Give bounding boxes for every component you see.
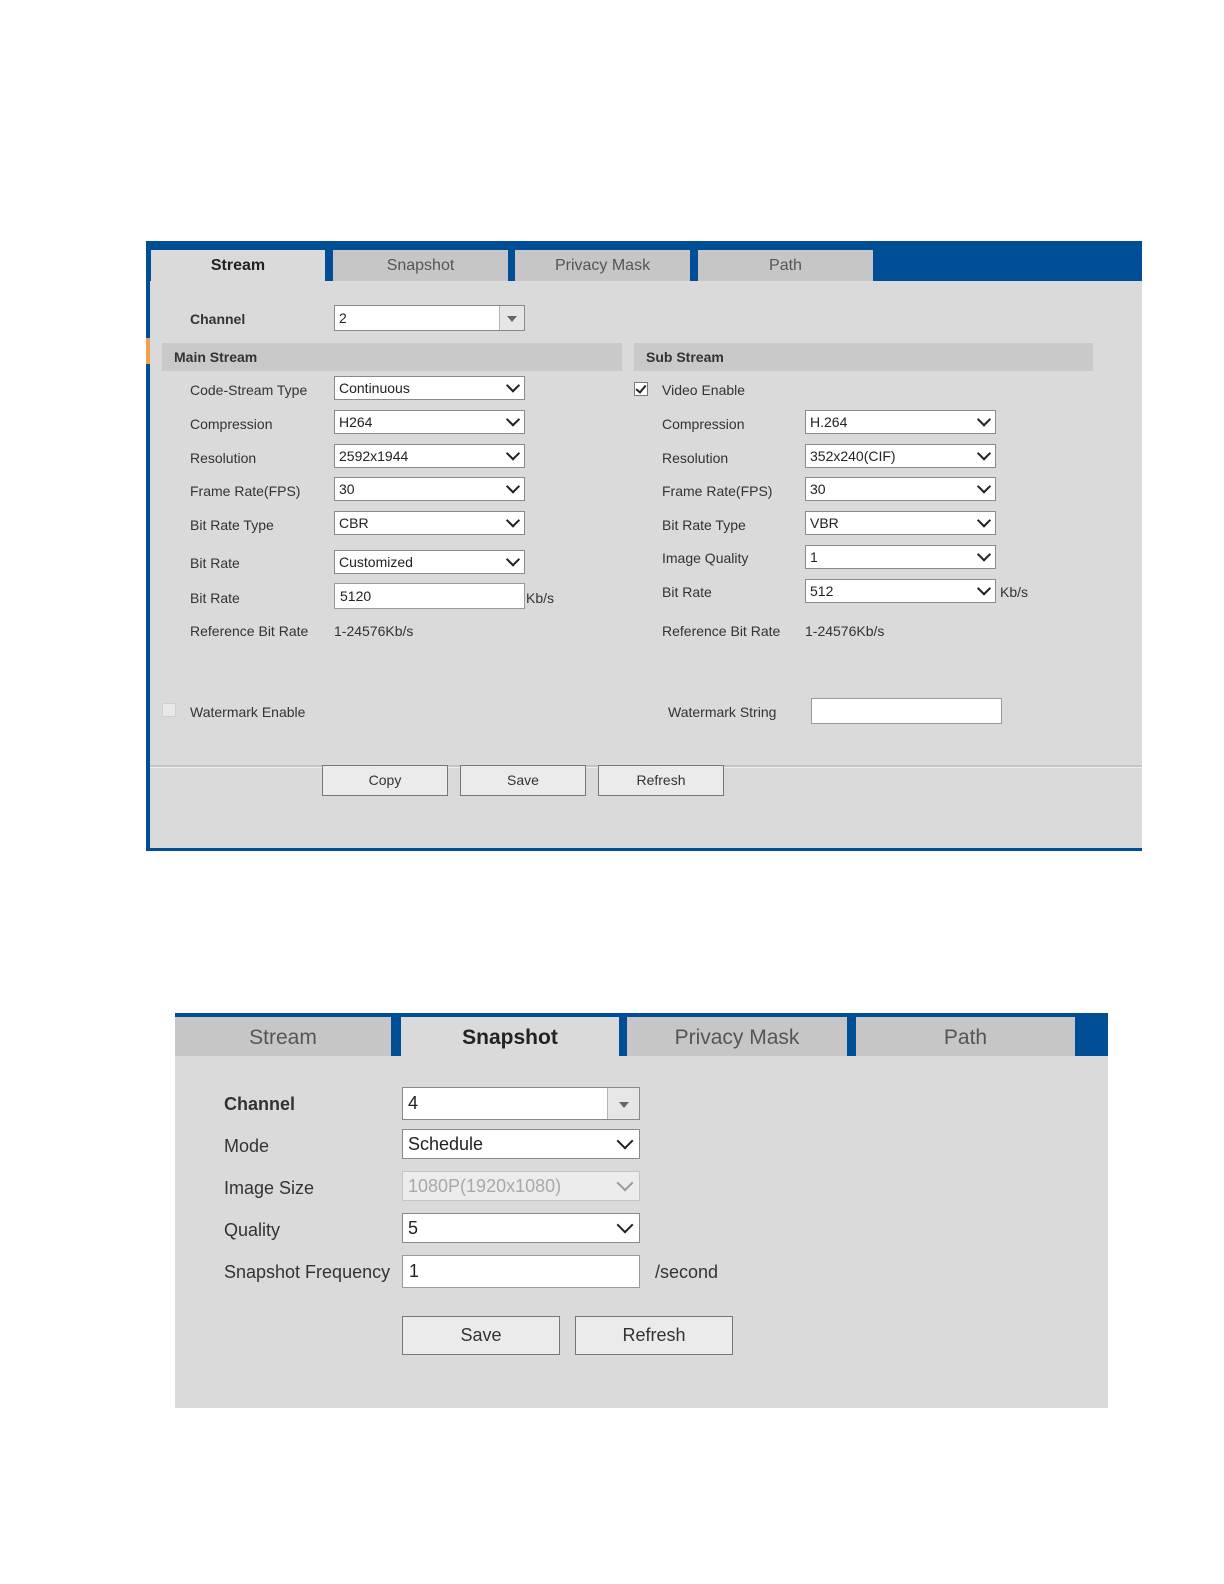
watermark-enable-checkbox[interactable] [162, 703, 176, 717]
sub-compression-label: Compression [662, 416, 745, 432]
snapshot-channel-combo[interactable] [402, 1087, 640, 1120]
quality-label: Quality [224, 1220, 281, 1240]
tab-stream[interactable]: Stream [151, 250, 325, 281]
resolution-select[interactable] [334, 444, 525, 468]
save-button[interactable]: Save [460, 765, 586, 796]
snapshot-channel-label: Channel [224, 1094, 296, 1114]
quality-select[interactable] [402, 1213, 640, 1243]
watermark-string-label: Watermark String [668, 704, 777, 720]
compression-value: H264 [339, 414, 373, 430]
snapshot-frequency-input[interactable]: 1 [402, 1255, 640, 1288]
frame-rate-select[interactable] [334, 477, 525, 501]
tab-path[interactable]: Path [698, 250, 873, 281]
code-stream-type-select[interactable] [334, 376, 525, 400]
sub-bit-rate-value: 512 [810, 583, 834, 599]
accent-marker [146, 338, 150, 364]
chevron-down-icon [506, 513, 520, 527]
chevron-down-icon [977, 446, 991, 460]
refresh-button[interactable]: Refresh [598, 765, 724, 796]
bit-rate-type-label: Bit Rate Type [190, 517, 274, 533]
frame-rate-value: 30 [339, 481, 355, 497]
sub-resolution-value: 352x240(CIF) [810, 448, 896, 464]
video-enable-label: Video Enable [662, 382, 746, 398]
frame-rate-label: Frame Rate(FPS) [190, 483, 301, 499]
bit-rate-type-value: CBR [339, 515, 369, 531]
stream-settings-panel [146, 241, 1142, 851]
compression-label: Compression [190, 416, 273, 432]
compression-select[interactable] [334, 410, 525, 434]
image-size-select [402, 1171, 640, 1201]
mode-select[interactable] [402, 1129, 640, 1159]
bit-rate-type-select[interactable] [334, 511, 525, 535]
chevron-down-icon [506, 479, 520, 493]
watermark-enable-label: Watermark Enable [190, 704, 306, 720]
channel-combo[interactable] [334, 305, 525, 331]
chevron-down-icon [617, 1217, 634, 1234]
tab-privacy-mask[interactable]: Privacy Mask [515, 250, 690, 281]
image-quality-label: Image Quality [662, 550, 749, 566]
combo-dropdown-icon[interactable] [607, 1088, 639, 1119]
bit-rate-unit: Kb/s [526, 590, 555, 606]
snapshot-frequency-label: Snapshot Frequency [224, 1262, 391, 1282]
watermark-string-input[interactable] [811, 698, 1002, 724]
sub-frame-rate-value: 30 [810, 481, 826, 497]
sub-frame-rate-label: Frame Rate(FPS) [662, 483, 773, 499]
image-size-value: 1080P(1920x1080) [408, 1176, 562, 1196]
sub-bit-rate-unit: Kb/s [1000, 584, 1029, 600]
chevron-down-icon [506, 378, 520, 392]
sub-resolution-select[interactable] [805, 444, 996, 468]
code-stream-type-value: Continuous [339, 380, 410, 396]
sub-bit-rate-type-value: VBR [810, 515, 839, 531]
combo-dropdown-icon[interactable] [499, 306, 524, 330]
sub-compression-select[interactable] [805, 410, 996, 434]
chevron-down-icon [617, 1175, 634, 1192]
sub-bit-rate-type-label: Bit Rate Type [662, 517, 746, 533]
chevron-down-icon [506, 412, 520, 426]
tab-snapshot[interactable]: Snapshot [333, 250, 508, 281]
chevron-down-icon [977, 513, 991, 527]
bit-rate-input[interactable]: 5120 [334, 583, 525, 609]
sub-stream-header: Sub Stream [634, 343, 1093, 371]
sub-reference-bit-rate-label: Reference Bit Rate [662, 623, 781, 639]
tab-stream[interactable]: Stream [175, 1017, 391, 1056]
resolution-label: Resolution [190, 450, 257, 466]
video-enable-checkbox[interactable] [634, 382, 648, 396]
sub-bit-rate-type-select[interactable] [805, 511, 996, 535]
reference-bit-rate-label: Reference Bit Rate [190, 623, 309, 639]
mode-value: Schedule [408, 1134, 484, 1154]
chevron-down-icon [506, 446, 520, 460]
sub-frame-rate-select[interactable] [805, 477, 996, 501]
tab-path[interactable]: Path [856, 1017, 1075, 1056]
chevron-down-icon [977, 547, 991, 561]
bit-rate-mode-label: Bit Rate [190, 555, 240, 571]
bit-rate-mode-select[interactable] [334, 550, 525, 574]
resolution-value: 2592x1944 [339, 448, 409, 464]
channel-label: Channel [190, 311, 246, 327]
bit-rate-mode-value: Customized [339, 554, 413, 570]
sub-compression-value: H.264 [810, 414, 848, 430]
bit-rate-label: Bit Rate [190, 590, 240, 606]
chevron-down-icon [617, 1133, 634, 1150]
snapshot-frequency-unit: /second [655, 1262, 719, 1282]
code-stream-type-label: Code-Stream Type [190, 382, 308, 398]
sub-reference-bit-rate-value: 1-24576Kb/s [805, 623, 885, 639]
snapshot-settings-panel [175, 1013, 1108, 1408]
sub-resolution-label: Resolution [662, 450, 729, 466]
image-size-label: Image Size [224, 1178, 315, 1198]
tab-privacy-mask[interactable]: Privacy Mask [627, 1017, 847, 1056]
chevron-down-icon [977, 412, 991, 426]
snapshot-channel-value: 4 [408, 1093, 419, 1113]
chevron-down-icon [977, 479, 991, 493]
sub-bit-rate-select[interactable] [805, 579, 996, 603]
quality-value: 5 [408, 1218, 419, 1238]
copy-button[interactable]: Copy [322, 765, 448, 796]
save-button[interactable]: Save [402, 1316, 560, 1355]
chevron-down-icon [977, 581, 991, 595]
sub-bit-rate-label: Bit Rate [662, 584, 712, 600]
stream-tab-content [150, 281, 1142, 848]
tab-snapshot[interactable]: Snapshot [401, 1017, 619, 1056]
chevron-down-icon [506, 552, 520, 566]
refresh-button[interactable]: Refresh [575, 1316, 733, 1355]
mode-label: Mode [224, 1136, 270, 1156]
reference-bit-rate-value: 1-24576Kb/s [334, 623, 414, 639]
image-quality-select[interactable] [805, 545, 996, 569]
image-quality-value: 1 [810, 549, 818, 565]
channel-value: 2 [339, 310, 347, 326]
main-stream-header: Main Stream [162, 343, 622, 371]
